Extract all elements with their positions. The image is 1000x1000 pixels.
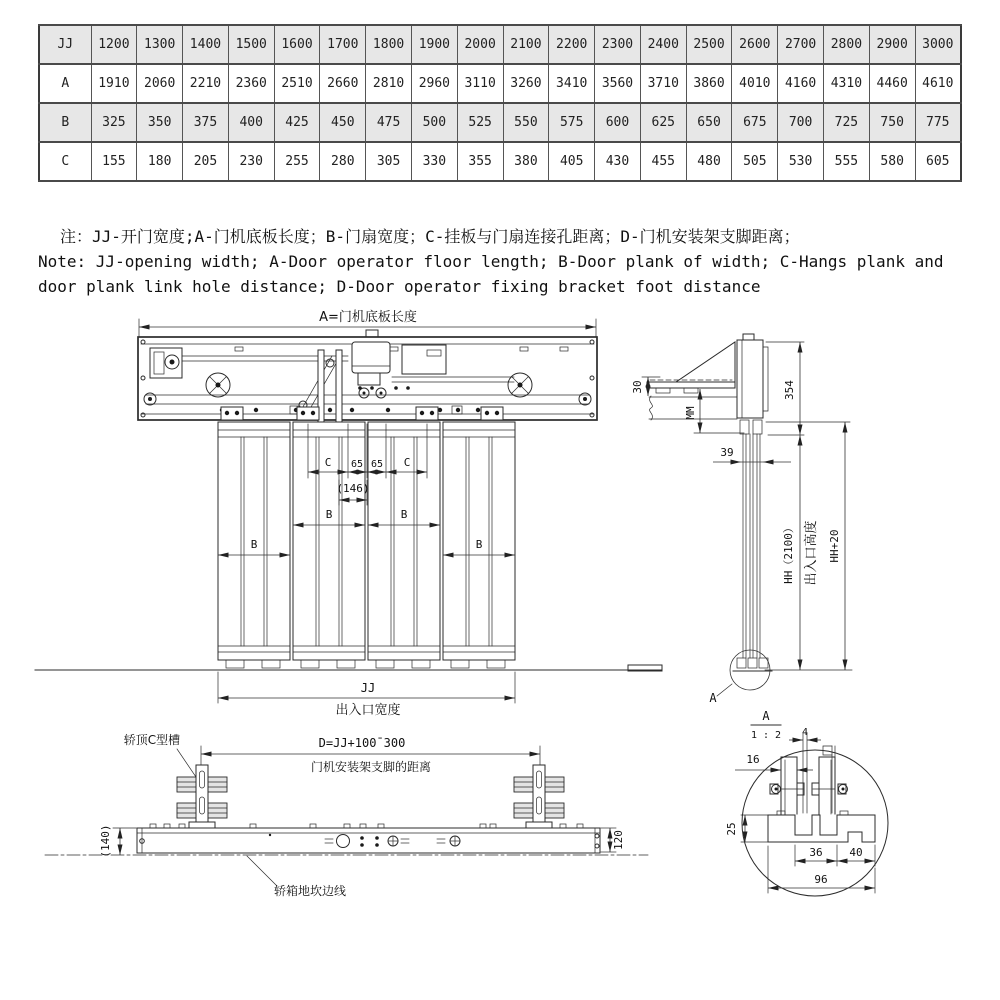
- table-cell: 2960: [411, 64, 457, 103]
- table-cell: 725: [824, 103, 870, 142]
- table-cell: 575: [549, 103, 595, 142]
- hanger-plate: [481, 407, 503, 420]
- dim-c-label: C: [403, 456, 411, 469]
- door-motor: [352, 342, 390, 373]
- table-cell: 775: [915, 103, 961, 142]
- table-cell: 4010: [732, 64, 778, 103]
- dim-16: [735, 753, 813, 777]
- side-view: [628, 334, 852, 705]
- table-cell: 650: [686, 103, 732, 142]
- table-cell: 580: [869, 142, 915, 181]
- table-cell: 1300: [137, 25, 183, 64]
- table-row: [39, 64, 961, 103]
- table-cell: 205: [183, 142, 229, 181]
- table-cell: 2210: [183, 64, 229, 103]
- sill-edge-label: 轿箱地坎边线: [273, 884, 347, 898]
- table-cell: 1400: [183, 25, 229, 64]
- support-bracket-left: [177, 765, 227, 828]
- table-cell: 500: [411, 103, 457, 142]
- break-line: [650, 396, 653, 420]
- dim-a-label: A=门机底板长度: [319, 310, 417, 325]
- table-cell: 305: [366, 142, 412, 181]
- table-cell: 3110: [457, 64, 503, 103]
- table-cell: 2700: [778, 25, 824, 64]
- dim-jj: [218, 672, 515, 718]
- table-cell: 400: [228, 103, 274, 142]
- operator-body-section: [737, 340, 763, 418]
- dim-39: [713, 446, 791, 462]
- row-label: JJ: [39, 25, 91, 64]
- guide-shoe-right: [812, 757, 848, 814]
- dim-b-label: B: [325, 508, 333, 521]
- dim-65-label: 65: [370, 459, 384, 470]
- table-cell: 550: [503, 103, 549, 142]
- sill-profile: [768, 815, 875, 842]
- detail-scale: 1 : 2: [750, 730, 782, 741]
- notes-block: [38, 224, 972, 299]
- table-cell: 555: [824, 142, 870, 181]
- dim-hh-sublabel: 出入口高度: [804, 520, 819, 586]
- lifting-hook: [366, 330, 378, 337]
- dim-jj-sublabel: 出入口宽度: [335, 703, 401, 718]
- dim-120-label: 120: [612, 830, 625, 850]
- table-cell: 1500: [228, 25, 274, 64]
- table-cell: 425: [274, 103, 320, 142]
- dim-120: [601, 828, 625, 852]
- table-cell: 505: [732, 142, 778, 181]
- table-cell: 180: [137, 142, 183, 181]
- table-cell: 2360: [228, 64, 274, 103]
- table-cell: 1600: [274, 25, 320, 64]
- table-cell: 375: [183, 103, 229, 142]
- table-cell: 355: [457, 142, 503, 181]
- dim-140-label: (140): [99, 824, 112, 858]
- table-row: [39, 25, 961, 64]
- table-cell: 3560: [595, 64, 641, 103]
- controller-box: [402, 345, 446, 374]
- table-cell: 405: [549, 142, 595, 181]
- row-label: A: [39, 64, 91, 103]
- dim-25-label: 25: [725, 822, 738, 836]
- dim-354: [766, 342, 804, 435]
- table-cell: 2200: [549, 25, 595, 64]
- table-cell: 530: [778, 142, 824, 181]
- table-cell: 675: [732, 103, 778, 142]
- table-cell: 2060: [137, 64, 183, 103]
- table-cell: 525: [457, 103, 503, 142]
- technical-drawing: [0, 300, 1000, 960]
- dim-d-label: D=JJ+100¯300: [318, 736, 406, 750]
- dim-140: [99, 824, 136, 857]
- table-cell: 1800: [366, 25, 412, 64]
- dim-36-40: [795, 845, 875, 866]
- support-bracket-right: [514, 765, 564, 828]
- dim-16-label: 16: [746, 753, 760, 766]
- note-line-cn: 注：JJ-开门宽度;A-门机底板长度；B-门扇宽度；C-挂板与门扇连接孔距离；D-门机安装架支脚距离；: [60, 227, 800, 246]
- detail-title: A: [762, 709, 770, 723]
- table-cell: 3000: [915, 25, 961, 64]
- dim-d-sublabel: 门机安装架支脚的距离: [310, 760, 432, 774]
- dim-40-label: 40: [849, 846, 863, 859]
- table-cell: 4610: [915, 64, 961, 103]
- table-cell: 350: [137, 103, 183, 142]
- table-cell: 4310: [824, 64, 870, 103]
- row-label: B: [39, 103, 91, 142]
- table-cell: 2810: [366, 64, 412, 103]
- table-cell: 3710: [640, 64, 686, 103]
- table-cell: 605: [915, 142, 961, 181]
- dim-36-label: 36: [809, 846, 823, 859]
- dim-mm: [684, 389, 744, 433]
- spec-table: [38, 24, 962, 182]
- table-cell: 3410: [549, 64, 595, 103]
- table-cell: 1910: [91, 64, 137, 103]
- dim-39-label: 39: [720, 446, 734, 459]
- door-panel-section: [743, 434, 760, 658]
- row-label: C: [39, 142, 91, 181]
- dim-30-label: 30: [631, 380, 644, 394]
- dim-65-label: 65: [350, 459, 364, 470]
- table-row: [39, 103, 961, 142]
- dim-25: [725, 815, 768, 842]
- table-cell: 2600: [732, 25, 778, 64]
- table-cell: 2000: [457, 25, 503, 64]
- table-cell: 2300: [595, 25, 641, 64]
- table-cell: 625: [640, 103, 686, 142]
- dim-354-label: 354: [783, 380, 796, 400]
- door-operator-header: [138, 330, 597, 420]
- table-row: [39, 142, 961, 181]
- table-cell: 2510: [274, 64, 320, 103]
- detail-mark-label: A: [709, 691, 717, 705]
- table-cell: 2100: [503, 25, 549, 64]
- fixing-bracket-gusset: [676, 342, 735, 382]
- table-cell: 330: [411, 142, 457, 181]
- hanger-plate: [221, 407, 243, 420]
- detail-a-view: [725, 709, 888, 896]
- table-cell: 155: [91, 142, 137, 181]
- table-cell: 2500: [686, 25, 732, 64]
- table-cell: 1200: [91, 25, 137, 64]
- table-cell: 430: [595, 142, 641, 181]
- table-cell: 475: [366, 103, 412, 142]
- table-cell: 255: [274, 142, 320, 181]
- table-cell: 600: [595, 103, 641, 142]
- car-top-channel-label: 轿顶C型槽: [123, 733, 181, 747]
- table-cell: 455: [640, 142, 686, 181]
- dim-hh: [782, 435, 819, 670]
- table-cell: 4160: [778, 64, 824, 103]
- table-cell: 2660: [320, 64, 366, 103]
- spec-table-body: [39, 25, 961, 181]
- dim-d: [201, 736, 540, 774]
- table-cell: 380: [503, 142, 549, 181]
- table-cell: 1900: [411, 25, 457, 64]
- dim-hh-label: HH（2100）: [782, 522, 795, 584]
- table-cell: 2900: [869, 25, 915, 64]
- dim-jj-label: JJ: [360, 681, 376, 695]
- table-cell: 3260: [503, 64, 549, 103]
- table-cell: 325: [91, 103, 137, 142]
- dim-b-label: B: [475, 538, 483, 551]
- note-line-en: Note: JJ-opening width; A-Door operator floor length; B-Door plank of width; C-Hangs plank and door plank link hole distance; D-Door operator fixing bracket foot distance: [38, 252, 944, 296]
- hanger-plate: [297, 407, 319, 420]
- table-cell: 1700: [320, 25, 366, 64]
- dim-4-label: 4: [801, 727, 809, 738]
- table-cell: 280: [320, 142, 366, 181]
- table-cell: 480: [686, 142, 732, 181]
- guide-shoe-left: [770, 757, 804, 814]
- hanger-plate: [416, 407, 438, 420]
- dim-4: [789, 727, 821, 740]
- bracket-mounting-plate: [647, 382, 735, 388]
- header-plan-bar: [137, 824, 600, 853]
- dim-hh20-label: HH+20: [828, 529, 841, 563]
- front-view: [35, 309, 662, 718]
- table-cell: 3860: [686, 64, 732, 103]
- table-cell: 2800: [824, 25, 870, 64]
- dim-b-label: B: [250, 538, 258, 551]
- dim-b-label: B: [400, 508, 408, 521]
- table-cell: 230: [228, 142, 274, 181]
- table-cell: 450: [320, 103, 366, 142]
- dim-146-label: (146): [336, 482, 370, 495]
- table-cell: 2400: [640, 25, 686, 64]
- bottom-view: [45, 732, 648, 898]
- dim-96-label: 96: [814, 873, 828, 886]
- table-cell: 750: [869, 103, 915, 142]
- dim-mm-label: MM: [684, 406, 697, 420]
- table-cell: 4460: [869, 64, 915, 103]
- dim-c-label: C: [324, 456, 332, 469]
- table-cell: 700: [778, 103, 824, 142]
